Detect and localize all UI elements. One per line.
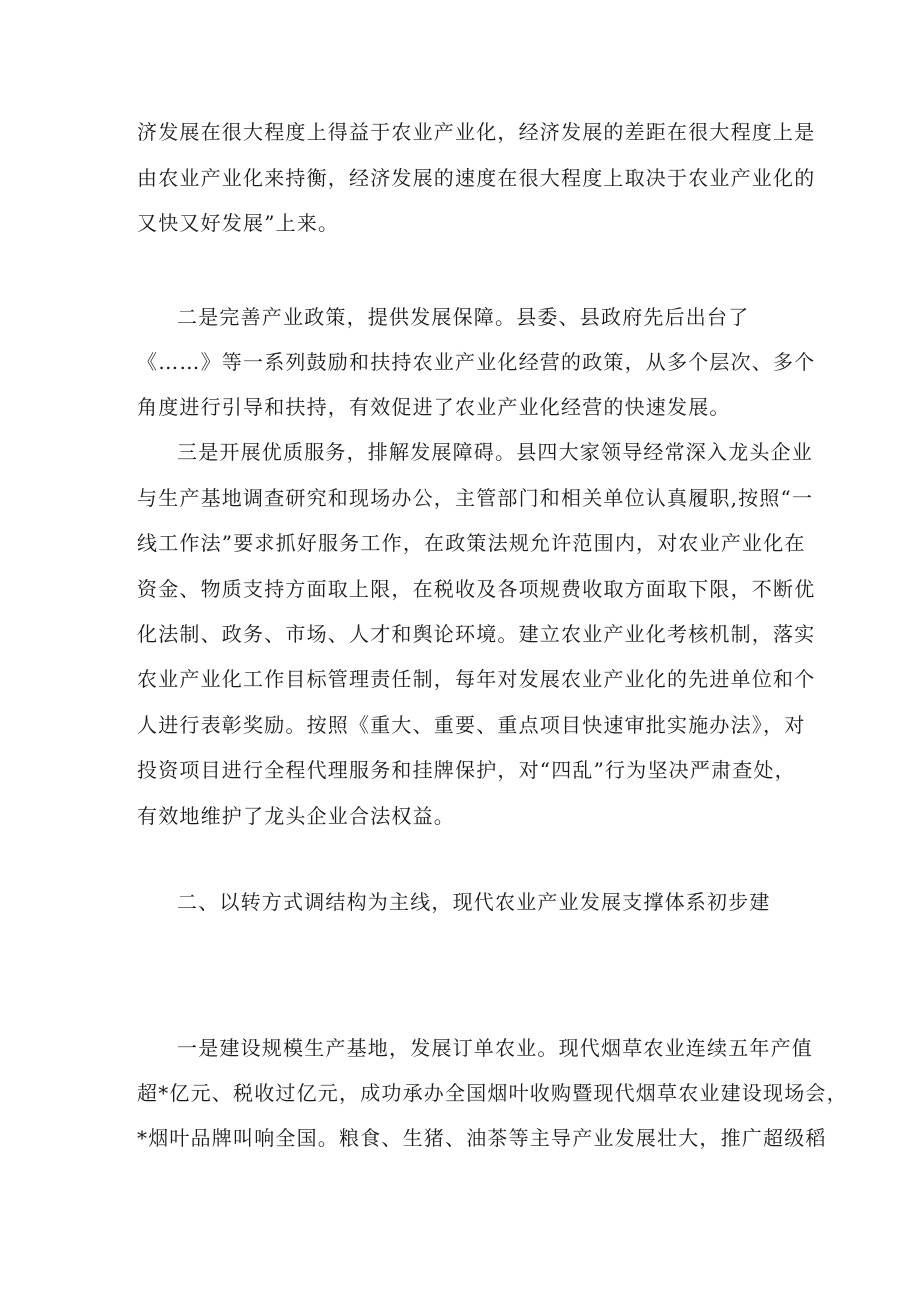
paragraph-3-line-4: 资金、物质支持方面取上限，在税收及各项规费收取方面取下限，不断优: [137, 577, 816, 601]
paragraph-2-line-1: 二是完善产业政策，提供发展保障。县委、县政府先后出台了: [177, 305, 750, 329]
paragraph-3-line-2: 与生产基地调查研究和现场办公，主管部门和相关单位认真履职,按照“一: [137, 486, 814, 510]
paragraph-3-line-6: 农业产业化工作目标管理责任制，每年对发展农业产业化的先进单位和个: [137, 667, 816, 691]
paragraph-5-line-1: 一是建设规模生产基地，发展订单农业。现代烟草农业连续五年产值: [177, 1036, 813, 1060]
paragraph-5-line-3: *烟叶品牌叫响全国。粮食、生猪、油茶等主导产业发展壮大，推广超级稻: [137, 1126, 827, 1150]
paragraph-3-line-9: 有效地维护了龙头企业合法权益。: [137, 804, 455, 828]
paragraph-3-line-5: 化法制、政务、市场、人才和舆论环境。建立农业产业化考核机制，落实: [137, 622, 816, 646]
paragraph-3-line-1: 三是开展优质服务，排解发展障碍。县四大家领导经常深入龙头企业: [177, 440, 813, 464]
paragraph-3-line-7: 人进行表彰奖励。按照《重大、重要、重点项目快速审批实施办法》，对: [137, 713, 806, 737]
paragraph-1-line-2: 由农业产业化来持衡，经济发展的速度在很大程度上取决于农业产业化的: [137, 166, 816, 190]
paragraph-1-line-3: 又快又好发展”上来。: [137, 211, 340, 235]
paragraph-5-line-2: 超*亿元、税收过亿元，成功承办全国烟叶收购暨现代烟草农业建设现场会，: [137, 1081, 848, 1105]
paragraph-1-line-1: 济发展在很大程度上得益于农业产业化，经济发展的差距在很大程度上是: [137, 120, 816, 144]
paragraph-3-line-3: 线工作法”要求抓好服务工作，在政策法规允许范围内，对农业产业化在: [137, 531, 806, 555]
section-heading: 二、以转方式调结构为主线，现代农业产业发展支撑体系初步建: [177, 890, 771, 914]
paragraph-3-line-8: 投资项目进行全程代理服务和挂牌保护，对“四乱”行为坚决严肃查处，: [137, 758, 796, 782]
paragraph-2-line-2: 《……》等一系列鼓励和扶持农业产业化经营的政策，从多个层次、多个: [137, 350, 816, 374]
paragraph-2-line-3: 角度进行引导和扶持，有效促进了农业产业化经营的快速发展。: [137, 395, 731, 419]
